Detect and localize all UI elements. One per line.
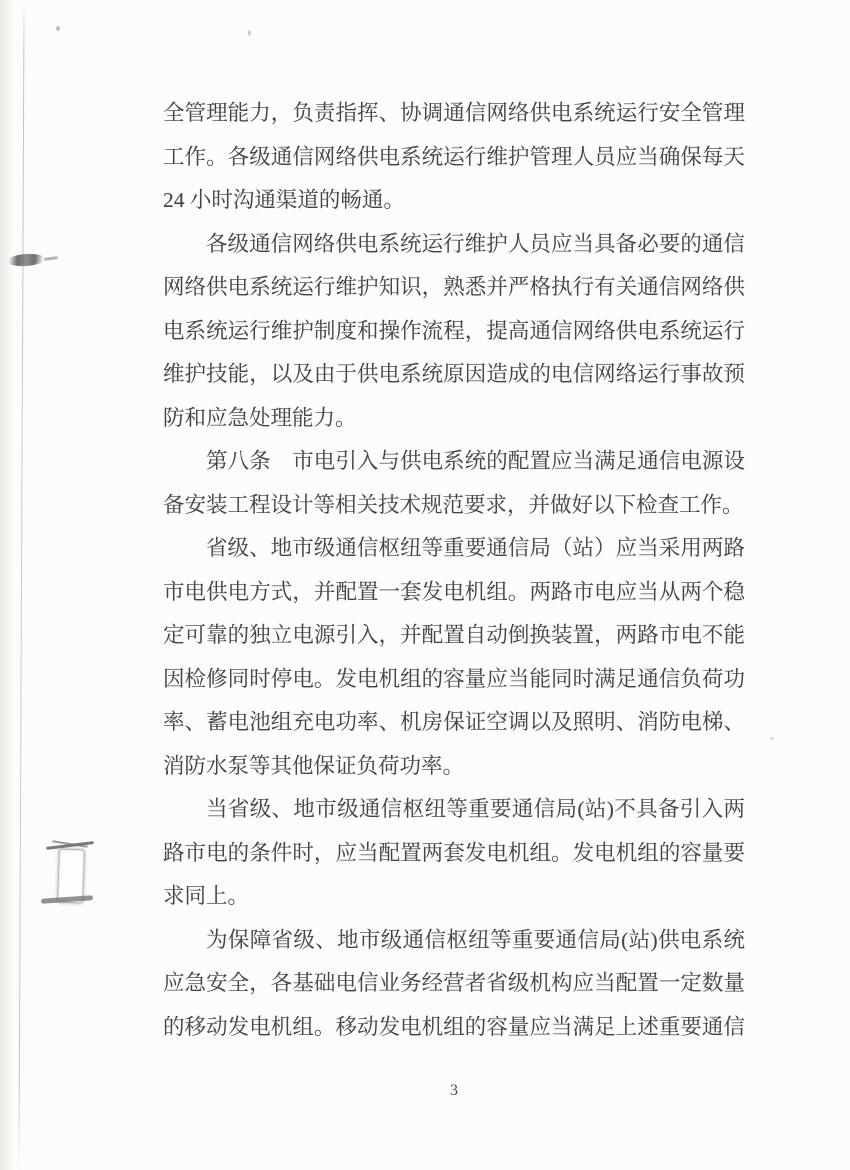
text-line: 为保障省级、地市级通信枢纽等重要通信局(站)供电系统 — [206, 927, 745, 952]
text-line: 定可靠的独立电源引入，并配置自动倒换装置，两路市电不能 — [163, 623, 745, 647]
text-line: 应急安全，各基础电信业务经营者省级机构应当配置一定数量 — [163, 971, 745, 995]
dust-speck — [770, 737, 774, 740]
text-line: 当省级、地市级通信枢纽等重要通信局(站)不具备引入两 — [206, 797, 745, 821]
text-line: 各级通信网络供电系统运行维护人员应当具备必要的通信 — [206, 231, 745, 256]
page-number: 3 — [450, 1082, 458, 1099]
text-line: 电系统运行维护制度和操作流程，提高通信网络供电系统运行 — [163, 318, 745, 343]
text-line: 维护技能，以及由于供电系统原因造成的电信网络运行事故预 — [163, 362, 745, 386]
text-line: 的移动发电机组。移动发电机组的容量应当满足上述重要通信 — [163, 1014, 745, 1039]
text-line: 因检修同时停电。发电机组的容量应当能同时满足通信负荷功 — [163, 666, 745, 691]
text-line: 全管理能力，负责指挥、协调通信网络供电系统运行安全管理 — [163, 101, 745, 125]
ink-smudge-mark — [44, 256, 58, 261]
text-line: 省级、地市级通信枢纽等重要通信局（站）应当采用两路 — [206, 536, 745, 560]
text-line: 市电供电方式，并配置一套发电机组。两路市电应当从两个稳 — [163, 579, 745, 604]
scan-edge-shadow — [0, 0, 14, 1170]
dust-speck — [56, 26, 60, 31]
text-line: 求同上。 — [163, 884, 250, 908]
dust-speck — [248, 30, 251, 36]
text-line: 24 小时沟通渠道的畅通。 — [163, 188, 405, 212]
scan-crease-line — [18, 0, 24, 1170]
staple-mark — [44, 840, 98, 910]
text-line: 消防水泵等其他保证负荷功率。 — [163, 753, 465, 778]
text-line: 率、蓄电池组充电功率、机房保证空调以及照明、消防电梯、 — [163, 710, 745, 734]
text-line: 防和应急处理能力。 — [163, 405, 357, 430]
text-block — [163, 92, 745, 1049]
text-line: 工作。各级通信网络供电系统运行维护管理人员应当确保每天 — [163, 144, 745, 169]
text-line: 路市电的条件时，应当配置两套发电机组。发电机组的容量要 — [163, 840, 745, 865]
text-line: 第八条 市电引入与供电系统的配置应当满足通信电源设 — [206, 449, 745, 473]
text-line: 备安装工程设计等相关技术规范要求，并做好以下检查工作。 — [163, 492, 744, 517]
text-line: 网络供电系统运行维护知识，熟悉并严格执行有关通信网络供 — [163, 275, 745, 299]
